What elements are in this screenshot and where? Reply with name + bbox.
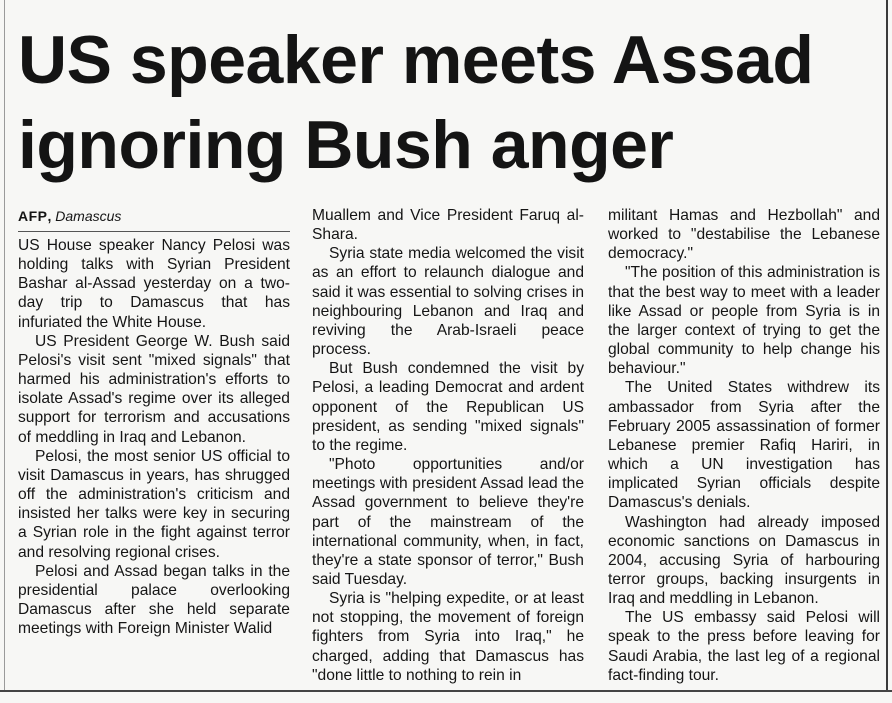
left-border: [4, 0, 5, 690]
byline-place: Damascus: [55, 208, 122, 224]
paragraph: "Photo opportunities and/or meetings with president Assad lead the Assad government to believe they're part of the mainstream of the international community, when, in fact, they're a state sponsor of terror," Bush said Tuesday.: [312, 456, 584, 588]
byline: [18, 206, 290, 232]
headline-line-2: ignoring Bush anger: [18, 107, 674, 183]
paragraph: "The position of this administration is that the best way to meet with a leader like Assad or people from Syria is in the larger context of trying to get the global community to help change his behaviour.": [608, 264, 880, 378]
bottom-border: [0, 690, 892, 692]
article-column-3: [608, 206, 880, 685]
paragraph: Syria state media welcomed the visit as an effort to relaunch dialogue and said it was essential to solving crises in neighbouring Lebanon and Iraq and reviving the Arab-Israeli peace process.: [312, 245, 584, 359]
paragraph: militant Hamas and Hezbollah" and worked to "destabilise the Lebanese democracy.": [608, 207, 880, 263]
paragraph: Muallem and Vice President Faruq al-Shara.: [312, 207, 584, 244]
byline-separator: ,: [47, 208, 52, 224]
right-border: [886, 0, 888, 690]
byline-agency: AFP: [18, 208, 48, 224]
paragraph: Syria is "helping expedite, or at least not stopping, the movement of foreign fighters from Syria into Iraq," he charged, adding that Damascus has "done little to nothing to rein in: [312, 590, 584, 684]
paragraph: Pelosi, the most senior US official to visit Damascus in years, has shrugged off the administration's criticism and insisted her talks were key in securing a Syrian role in the fight against terror and resolving regional crises.: [18, 447, 290, 561]
paragraph: Pelosi and Assad began talks in the presidential palace overlooking Damascus after she held separate meetings with Foreign Minister Walid: [18, 562, 290, 638]
article-column-1: [18, 206, 290, 638]
paragraph: The United States withdrew its ambassador from Syria after the February 2005 assassination of former Lebanese premier Rafiq Hariri, in which a UN investigation has implicated Syrian officials despite Damascus's denials.: [608, 379, 880, 512]
headline-line-1: US speaker meets Assad: [18, 22, 814, 98]
paragraph: US President George W. Bush said Pelosi's visit sent "mixed signals" that harmed his administration's efforts to isolate Assad's regime over its alleged support for terrorism and accusations of meddling in Iraq and Lebanon.: [18, 332, 290, 446]
paragraph: US House speaker Nancy Pelosi was holding talks with Syrian President Bashar al-Assad yesterday on a two-day trip to Damascus that has infuriated the White House.: [18, 237, 290, 331]
paragraph: Washington had already imposed economic sanctions on Damascus in 2004, accusing Syria of harbouring terror groups, backing insurgents in Iraq and meddling in Lebanon.: [608, 513, 880, 608]
headline: [18, 18, 878, 188]
paragraph: The US embassy said Pelosi will speak to the press before leaving for Saudi Arabia, the last leg of a regional fact-finding tour.: [608, 609, 880, 684]
article-column-2: [312, 206, 584, 685]
paragraph: But Bush condemned the visit by Pelosi, a leading Democrat and ardent opponent of the Republican US president, as sending "mixed signals" to the regime.: [312, 360, 584, 454]
